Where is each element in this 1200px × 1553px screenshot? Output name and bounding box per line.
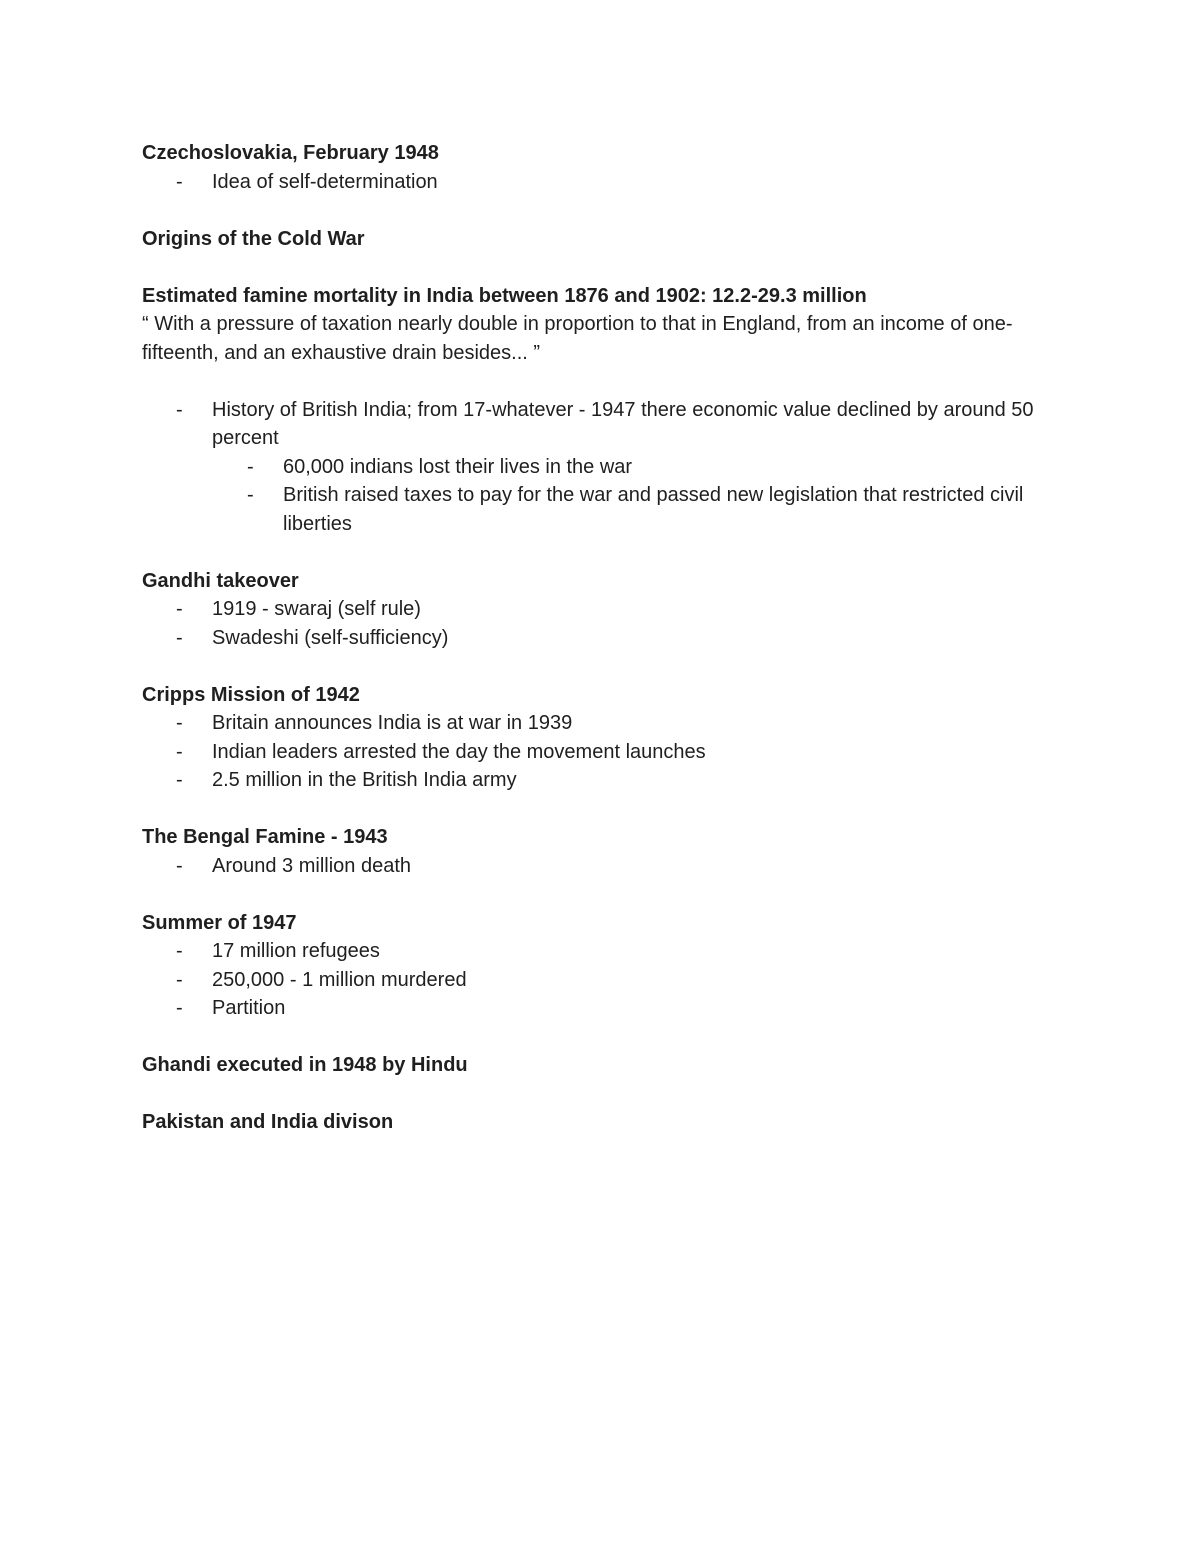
sublist-item: - British raised taxes to pay for the war and passed new legislation that restricted civil liberties xyxy=(283,481,1062,538)
heading-czechoslovakia: Czechoslovakia, February 1948 xyxy=(142,142,439,164)
heading-pakistan-india-division: Pakistan and India divison xyxy=(142,1111,394,1133)
list-item: - Indian leaders arrested the day the movement launches xyxy=(212,738,1062,767)
heading-bengal-famine: The Bengal Famine - 1943 xyxy=(142,826,388,848)
list-item: - 250,000 - 1 million murdered xyxy=(212,966,1062,995)
document-page xyxy=(142,139,1062,1137)
list-item: - Around 3 million death xyxy=(212,852,1062,881)
list-item: - Swadeshi (self-sufficiency) xyxy=(212,624,1062,653)
list-czechoslovakia xyxy=(142,168,1062,197)
heading-origins-cold-war: Origins of the Cold War xyxy=(142,227,365,250)
blank-line xyxy=(142,1080,1062,1109)
sublist-item: - 60,000 indians lost their lives in the war xyxy=(283,453,1062,482)
list-bengal xyxy=(142,852,1062,881)
heading-summer-1947: Summer of 1947 xyxy=(142,911,297,934)
heading-cripps-mission: Cripps Mission of 1942 xyxy=(142,683,360,706)
list-item: - Idea of self-determination xyxy=(212,168,1062,197)
list-item: - 2.5 million in the British India army xyxy=(212,766,1062,795)
list-item xyxy=(212,396,1062,539)
list-summer xyxy=(142,937,1062,1023)
list-item: - 17 million refugees xyxy=(212,937,1062,966)
heading-gandhi-takeover: Gandhi takeover xyxy=(142,569,299,592)
sublist-famine xyxy=(212,453,1062,539)
list-item: - Britain announces India is at war in 1939 xyxy=(212,709,1062,738)
famine-quote: “ With a pressure of taxation nearly double in proportion to that in England, from an income of one-fifteenth, and an exhaustive drain besides... ” xyxy=(142,313,1013,364)
list-famine xyxy=(142,396,1062,539)
list-item: - Partition xyxy=(212,994,1062,1023)
list-item: - 1919 - swaraj (self rule) xyxy=(212,595,1062,624)
blank-line xyxy=(142,795,1062,824)
heading-famine-mortality: Estimated famine mortality in India between 1876 and 1902: 12.2-29.3 million xyxy=(142,284,867,307)
blank-line xyxy=(142,1023,1062,1052)
blank-line xyxy=(142,253,1062,282)
list-cripps xyxy=(142,709,1062,795)
heading-ghandi-executed: Ghandi executed in 1948 by Hindu xyxy=(142,1054,468,1076)
blank-line xyxy=(142,652,1062,681)
blank-line xyxy=(142,196,1062,225)
blank-line xyxy=(142,367,1062,396)
blank-line xyxy=(142,538,1062,567)
list-gandhi xyxy=(142,595,1062,652)
list-item-text: History of British India; from 17-whatever - 1947 there economic value declined by around 50 percent xyxy=(212,398,1034,449)
blank-line xyxy=(142,880,1062,909)
